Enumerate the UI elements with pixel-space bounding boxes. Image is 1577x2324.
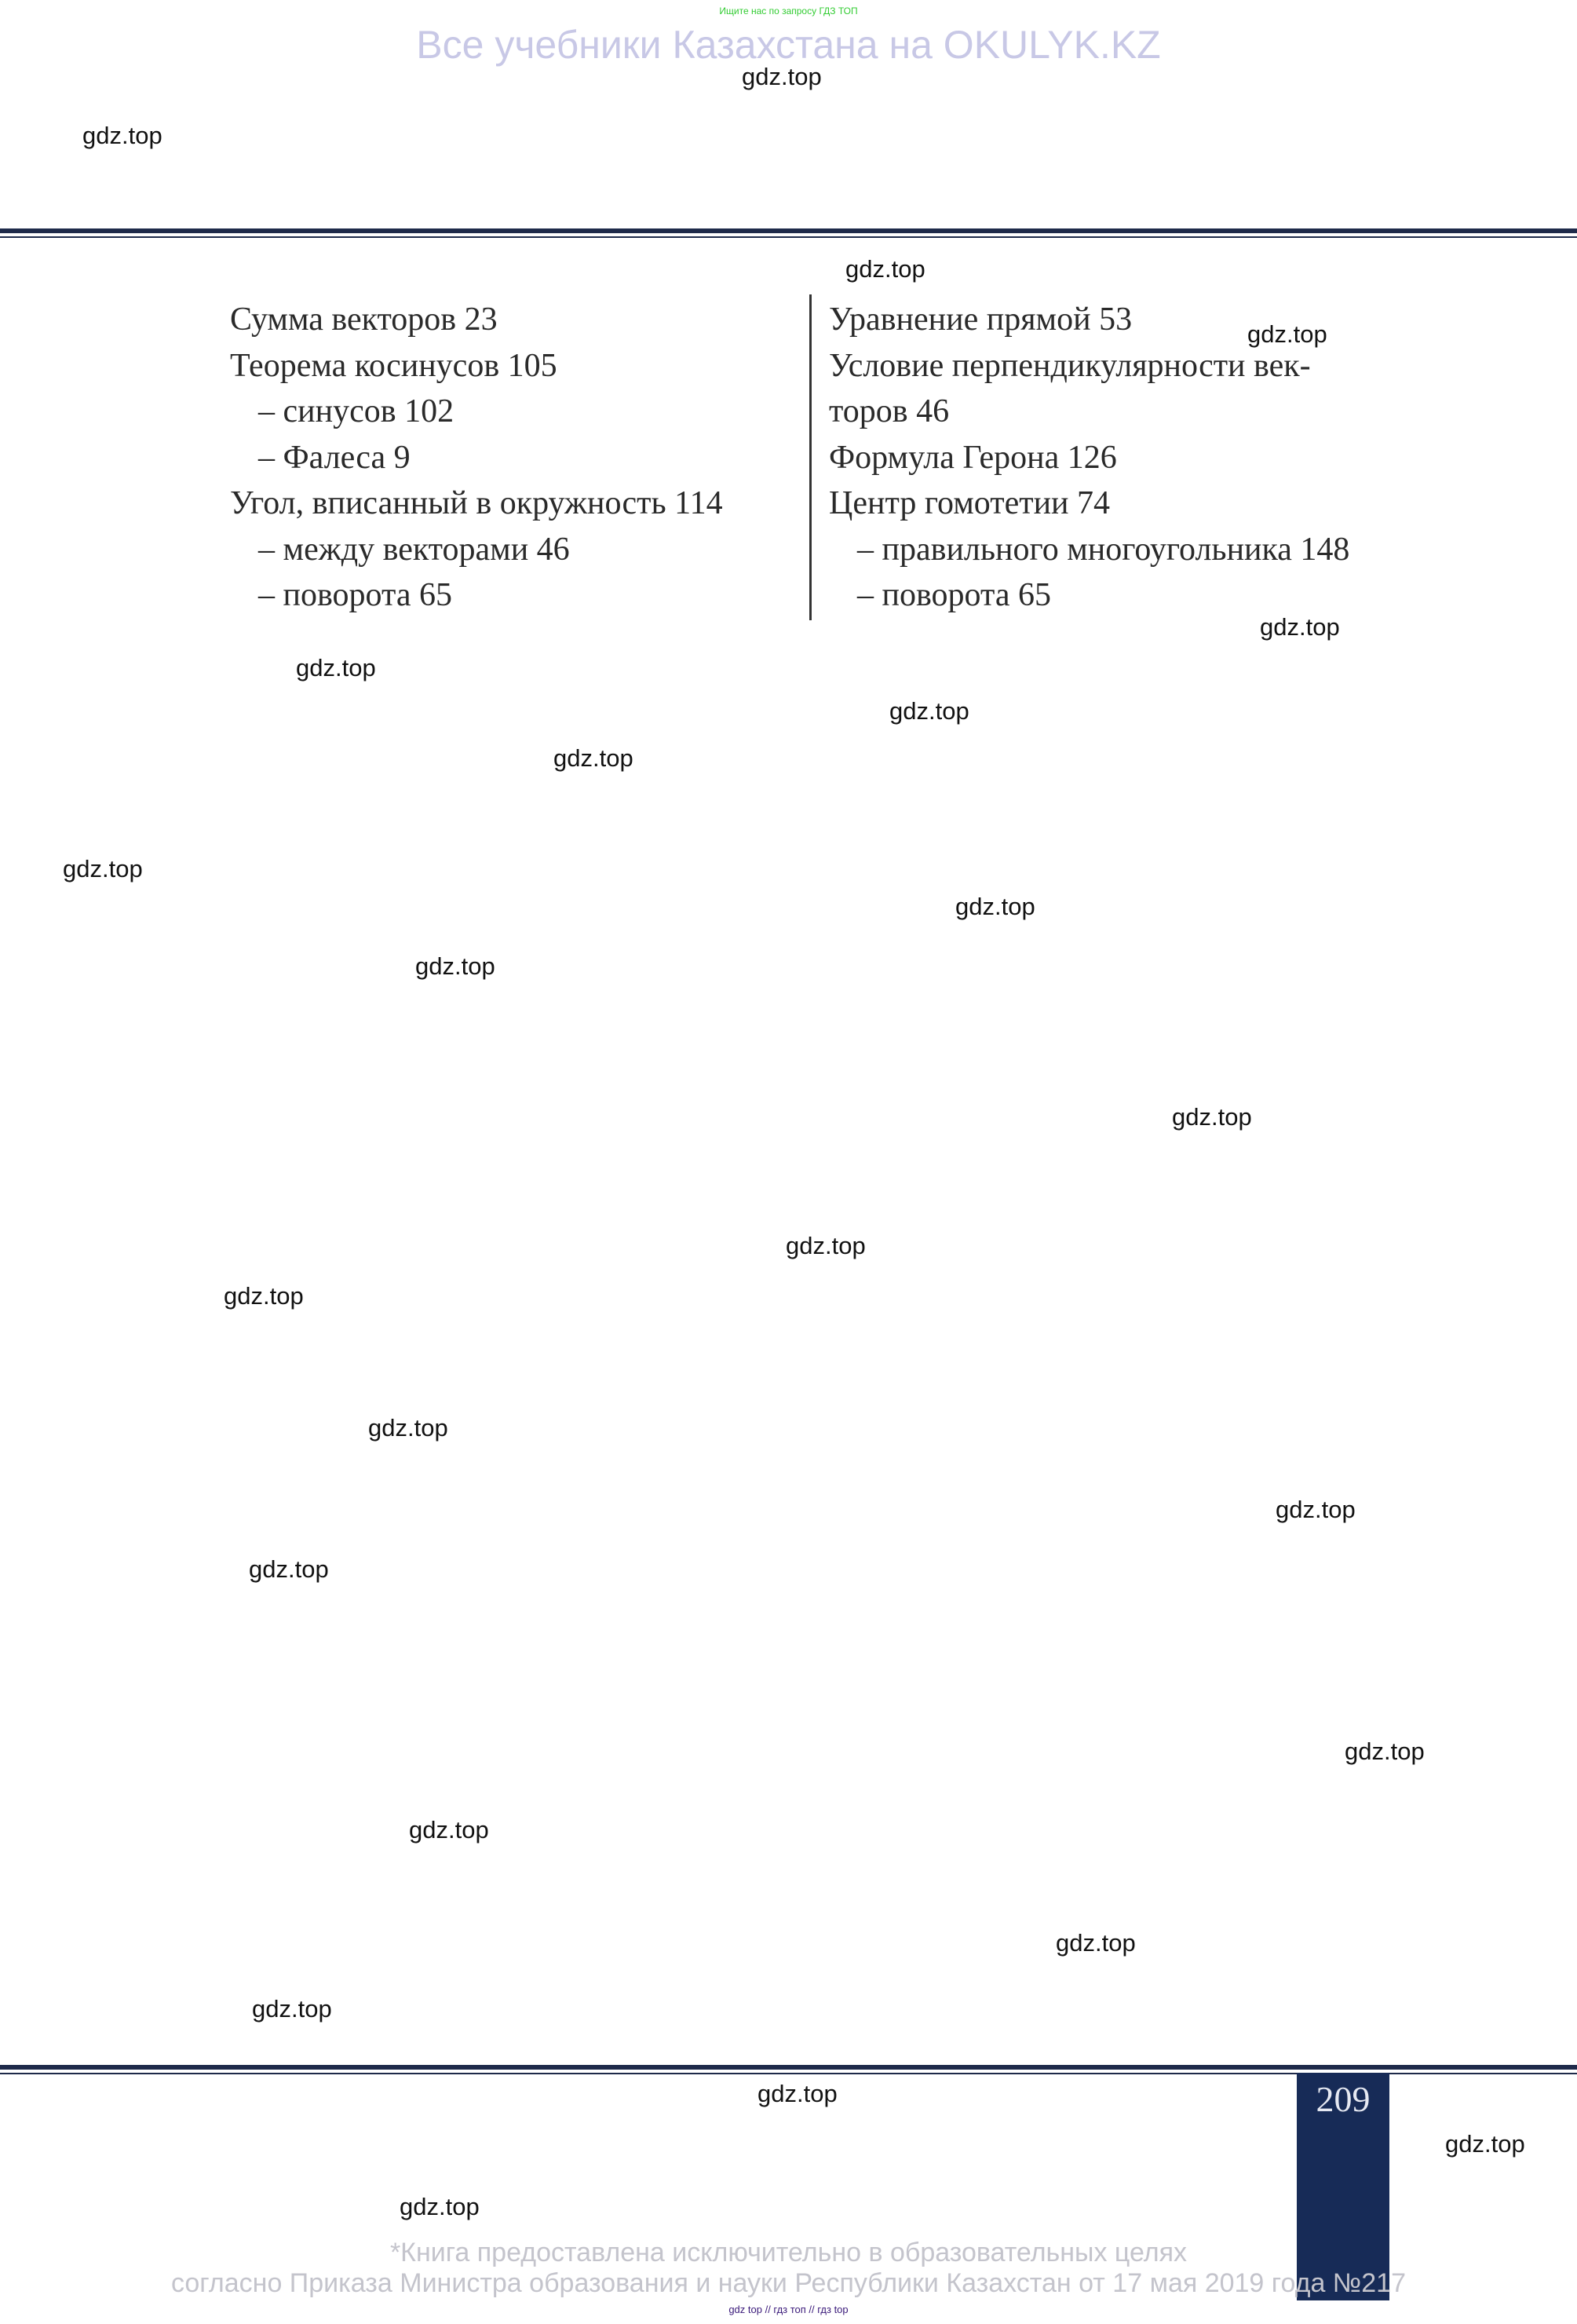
index-entry: Условие перпендикулярности век- xyxy=(829,347,1311,384)
watermark-text: gdz.top xyxy=(757,2080,838,2107)
index-entry: – синусов 102 xyxy=(258,393,454,429)
watermark-text: gdz.top xyxy=(955,893,1035,920)
page-number: 209 xyxy=(1316,2079,1371,2119)
watermark-text: gdz.top xyxy=(224,1282,304,1310)
watermark-text: gdz.top xyxy=(1260,613,1340,641)
index-entry: – поворота 65 xyxy=(258,577,452,613)
watermark-text: gdz.top xyxy=(400,2193,480,2220)
footer-disclaimer-line2: согласно Приказа Министра образования и науки Республики Казахстан от 17 мая 2019 года №217 xyxy=(170,2268,1406,2298)
bottom-links[interactable]: gdz top // гдз топ // гдз top xyxy=(728,2304,849,2315)
watermark-text: gdz.top xyxy=(1247,320,1327,348)
index-entry: – поворота 65 xyxy=(857,577,1051,613)
column-divider xyxy=(809,294,812,620)
watermark-text: gdz.top xyxy=(1056,1929,1136,1957)
watermark-text: gdz.top xyxy=(845,255,925,283)
watermark-text: gdz.top xyxy=(1172,1103,1252,1131)
index-entry: – между векторами 46 xyxy=(258,531,570,568)
index-entry: Формула Герона 126 xyxy=(829,439,1117,476)
watermark-text: gdz.top xyxy=(1345,1738,1425,1765)
index-entry: торов 46 xyxy=(829,393,950,429)
watermark-text: gdz.top xyxy=(786,1232,866,1259)
bottom-divider-thick xyxy=(0,2065,1577,2070)
footer-disclaimer-line1: *Книга предоставлена исключительно в образовательных целях xyxy=(389,2238,1188,2267)
watermark-text: gdz.top xyxy=(82,122,162,149)
watermark-text: gdz.top xyxy=(415,952,495,980)
index-entry: Теорема косинусов 105 xyxy=(230,347,557,384)
watermark-text: gdz.top xyxy=(409,1816,489,1843)
watermark-text: gdz.top xyxy=(63,855,143,882)
top-divider-thick xyxy=(0,228,1577,233)
watermark-text: gdz.top xyxy=(1276,1496,1356,1523)
watermark-text: gdz.top xyxy=(1445,2130,1525,2158)
site-banner[interactable]: Все учебники Казахстана на OKULYK.KZ xyxy=(416,23,1161,67)
index-column-left xyxy=(230,297,723,619)
top-promo-text: Ищите нас по запросу ГДЗ ТОП xyxy=(719,5,858,16)
watermark-text: gdz.top xyxy=(249,1555,329,1583)
index-entry: – правильного многоугольника 148 xyxy=(857,531,1350,568)
index-entry: Уравнение прямой 53 xyxy=(829,301,1133,338)
index-entry: Центр гомотетии 74 xyxy=(829,485,1111,521)
watermark-text: gdz.top xyxy=(368,1414,448,1442)
index-entry: – Фалеса 9 xyxy=(258,439,411,476)
watermark-text: gdz.top xyxy=(252,1995,332,2023)
watermark-text: gdz.top xyxy=(889,697,969,725)
watermark-text: gdz.top xyxy=(296,654,376,681)
top-divider-thin xyxy=(0,236,1577,238)
watermark-text: gdz.top xyxy=(742,63,822,90)
index-entry: Угол, вписанный в окружность 114 xyxy=(230,485,723,521)
watermark-text: gdz.top xyxy=(553,744,633,772)
index-entry: Сумма векторов 23 xyxy=(230,301,498,338)
